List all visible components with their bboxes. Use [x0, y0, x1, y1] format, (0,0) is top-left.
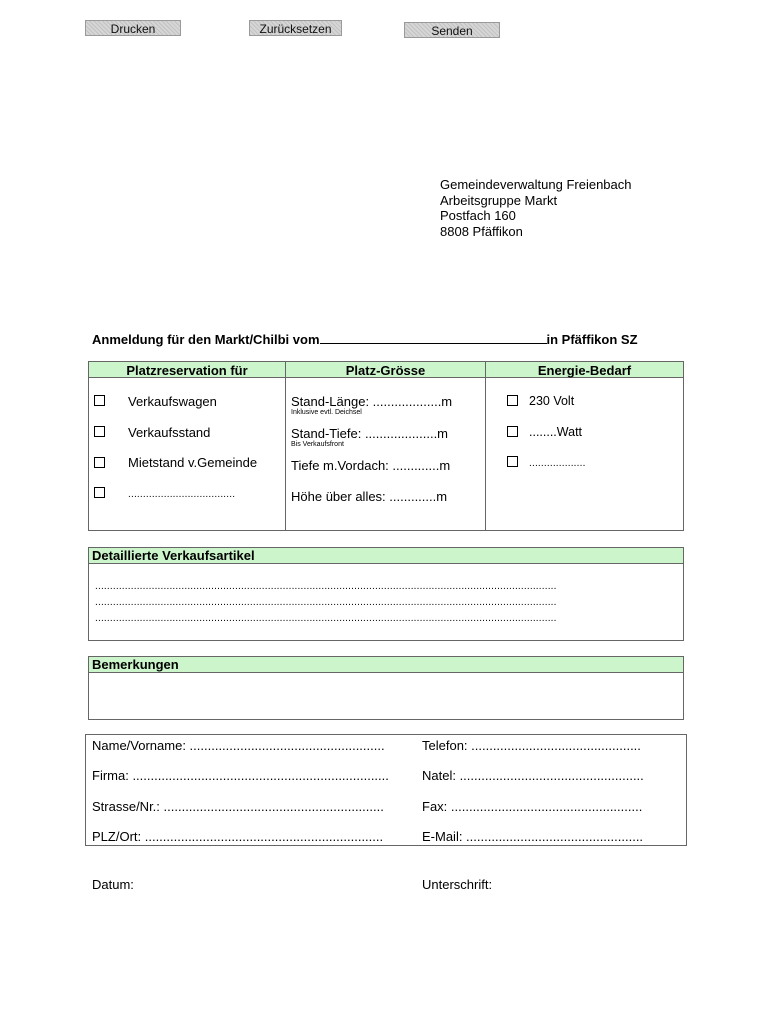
- watt-field[interactable]: ........Watt: [529, 425, 583, 439]
- mietstand-checkbox[interactable]: [94, 457, 105, 468]
- volt-checkbox[interactable]: [507, 395, 518, 406]
- hoehe-field[interactable]: Höhe über alles: .............m: [291, 489, 448, 504]
- fax-field[interactable]: Fax: .....................................................: [422, 799, 643, 814]
- bemerkungen-field[interactable]: [90, 674, 682, 718]
- verkaufsartikel-line[interactable]: ...........................................................................................................................................................: [95, 597, 557, 608]
- reservation-table: [88, 361, 684, 531]
- verkaufsartikel-header: [89, 548, 683, 564]
- verkaufswagen-checkbox[interactable]: [94, 395, 105, 406]
- market-date-field[interactable]: [320, 331, 547, 344]
- strasse-field[interactable]: Strasse/Nr.: .............................................................: [92, 799, 384, 814]
- verkaufsartikel-title: Detaillierte Verkaufsartikel: [92, 548, 255, 563]
- header-energie-bedarf: Energie-Bedarf: [537, 363, 632, 378]
- stand-tiefe-field[interactable]: Stand-Tiefe: ....................m: [291, 426, 449, 441]
- address-line-4: 8808 Pfäffikon: [440, 223, 523, 239]
- other-energie-field[interactable]: ...................: [529, 458, 586, 469]
- header-platz-groesse: Platz-Grösse: [345, 363, 426, 378]
- datum-label: Datum:: [92, 877, 134, 892]
- tiefe-vordach-field[interactable]: Tiefe m.Vordach: .............m: [291, 458, 451, 473]
- address-line-2: Arbeitsgruppe Markt: [440, 192, 558, 208]
- header-platzreservation: Platzreservation für: [126, 363, 248, 378]
- verkaufsstand-label: Verkaufsstand: [128, 425, 211, 440]
- address-line-1: Gemeindeverwaltung Freienbach: [440, 177, 632, 192]
- recipient-address: [440, 177, 632, 239]
- watt-checkbox[interactable]: [507, 426, 518, 437]
- print-button[interactable]: Drucken: [85, 20, 181, 36]
- verkaufsartikel-line[interactable]: ...........................................................................................................................................................: [95, 613, 557, 624]
- reset-button[interactable]: Zurücksetzen: [249, 20, 342, 36]
- address-line-3: Postfach 160: [440, 208, 516, 223]
- unterschrift-label: Unterschrift:: [422, 877, 493, 892]
- bemerkungen-title: Bemerkungen: [92, 657, 179, 672]
- stand-laenge-field[interactable]: Stand-Länge: ...................m: [291, 394, 453, 409]
- column-divider: [285, 362, 286, 530]
- other-platz-field[interactable]: ....................................: [128, 489, 236, 500]
- verkaufswagen-label: Verkaufswagen: [128, 394, 217, 409]
- volt-label: 230 Volt: [529, 394, 575, 408]
- form-title-prefix: Anmeldung für den Markt/Chilbi vom: [92, 332, 320, 347]
- natel-field[interactable]: Natel: ...................................................: [422, 768, 644, 783]
- firma-field[interactable]: Firma: .......................................................................: [92, 768, 389, 783]
- mietstand-label: Mietstand v.Gemeinde: [128, 455, 258, 470]
- form-title: [92, 331, 638, 347]
- verkaufsstand-checkbox[interactable]: [94, 426, 105, 437]
- name-field[interactable]: Name/Vorname: ......................................................: [92, 738, 385, 753]
- telefon-field[interactable]: Telefon: ...............................................: [422, 738, 641, 753]
- send-button[interactable]: Senden: [404, 22, 500, 38]
- bemerkungen-header: [89, 657, 683, 673]
- other-energie-checkbox[interactable]: [507, 456, 518, 467]
- form-title-suffix: in Pfäffikon SZ: [546, 332, 638, 347]
- plz-ort-field[interactable]: PLZ/Ort: ..................................................................: [92, 829, 384, 844]
- other-platz-checkbox[interactable]: [94, 487, 105, 498]
- stand-tiefe-note: Bis Verkaufsfront: [291, 441, 344, 448]
- stand-laenge-note: Inklusive evtl. Deichsel: [291, 409, 362, 416]
- column-divider: [485, 362, 486, 530]
- email-field[interactable]: E-Mail: .................................................: [422, 829, 644, 844]
- verkaufsartikel-line[interactable]: ...........................................................................................................................................................: [95, 581, 557, 592]
